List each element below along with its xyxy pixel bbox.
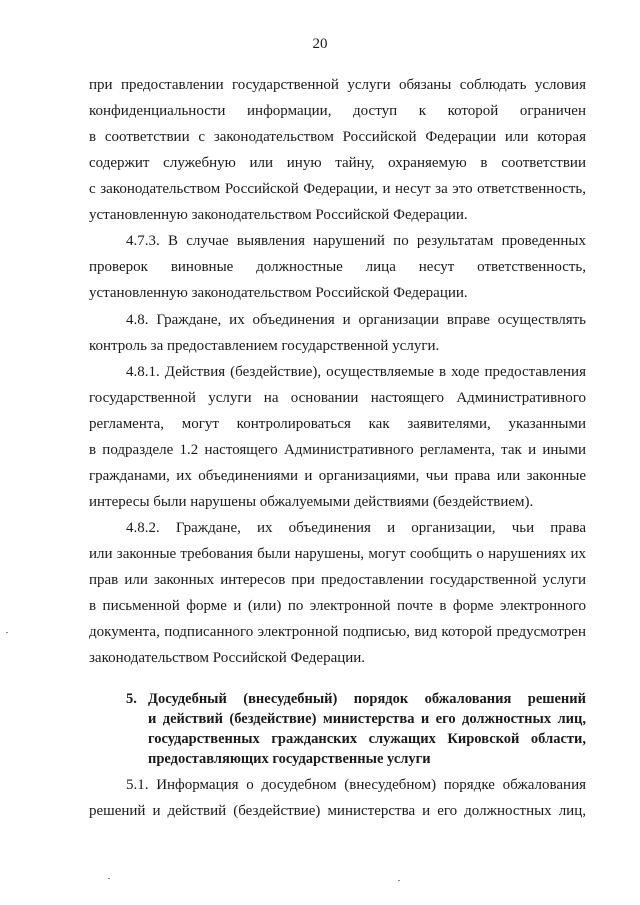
text-line: прав или законных интересов при предоставлении государственной услуги — [89, 572, 586, 588]
text-line: 5.1. Информация о досудебном (внесудебном) порядке обжалования — [126, 777, 586, 793]
scan-speck — [6, 632, 8, 633]
text-line: 4.8.2. Граждане, их объединения и организации, чьи права — [126, 520, 586, 536]
text-line: регламента, могут контролироваться как заявителями, указанными — [89, 416, 586, 432]
text-line: законодательством Российской Федерации. — [89, 650, 366, 666]
text-line: государственной услуги на основании настоящего Административного — [89, 390, 586, 406]
text-line: или законные требования были нарушены, могут сообщить о нарушениях их — [89, 546, 586, 562]
page-number: 20 — [312, 36, 328, 52]
text-line: с законодательством Российской Федерации, и несут за это ответственность, — [89, 181, 586, 197]
text-line: установленную законодательством Российской Федерации. — [89, 285, 468, 301]
text-line: интересы были нарушены обжалуемыми действиями (бездействием). — [89, 494, 534, 510]
text-line: контроль за предоставлением государственной услуги. — [89, 338, 440, 354]
heading-line: предоставляющих государственные услуги — [148, 751, 431, 767]
heading-line: Досудебный (внесудебный) порядок обжалования решений — [148, 691, 586, 707]
text-line: документа, подписанного электронной подписью, вид которой предусмотрен — [89, 624, 586, 640]
text-line: содержит служебную или иную тайну, охраняемую в соответствии — [89, 155, 586, 171]
text-line: 4.7.3. В случае выявления нарушений по результатам проведенных — [126, 233, 586, 249]
text-line: в соответствии с законодательством Российской Федерации или которая — [89, 129, 586, 145]
section-number: 5. — [126, 691, 137, 707]
heading-line: государственных гражданских служащих Кировской области, — [148, 731, 586, 747]
scan-speck — [108, 878, 110, 879]
text-line: решений и действий (бездействие) министерства и его должностных лиц, — [89, 803, 586, 819]
text-line: 4.8.1. Действия (бездействие), осуществляемые в ходе предоставления — [126, 364, 586, 380]
text-line: в письменной форме и (или) по электронной почте в форме электронного — [89, 598, 586, 614]
text-line: конфиденциальности информации, доступ к которой ограничен — [89, 103, 586, 119]
text-line: установленную законодательством Российской Федерации. — [89, 207, 468, 223]
text-line: в подразделе 1.2 настоящего Административного регламента, так и иными — [89, 442, 586, 458]
text-line: гражданами, их объединениями и организациями, чьи права или законные — [89, 468, 586, 484]
text-line: при предоставлении государственной услуги обязаны соблюдать условия — [89, 77, 586, 93]
scan-speck — [398, 880, 400, 881]
text-line: проверок виновные должностные лица несут ответственность, — [89, 259, 586, 275]
text-line: 4.8. Граждане, их объединения и организации вправе осуществлять — [126, 312, 586, 328]
heading-line: и действий (бездействие) министерства и его должностных лиц, — [148, 711, 586, 727]
